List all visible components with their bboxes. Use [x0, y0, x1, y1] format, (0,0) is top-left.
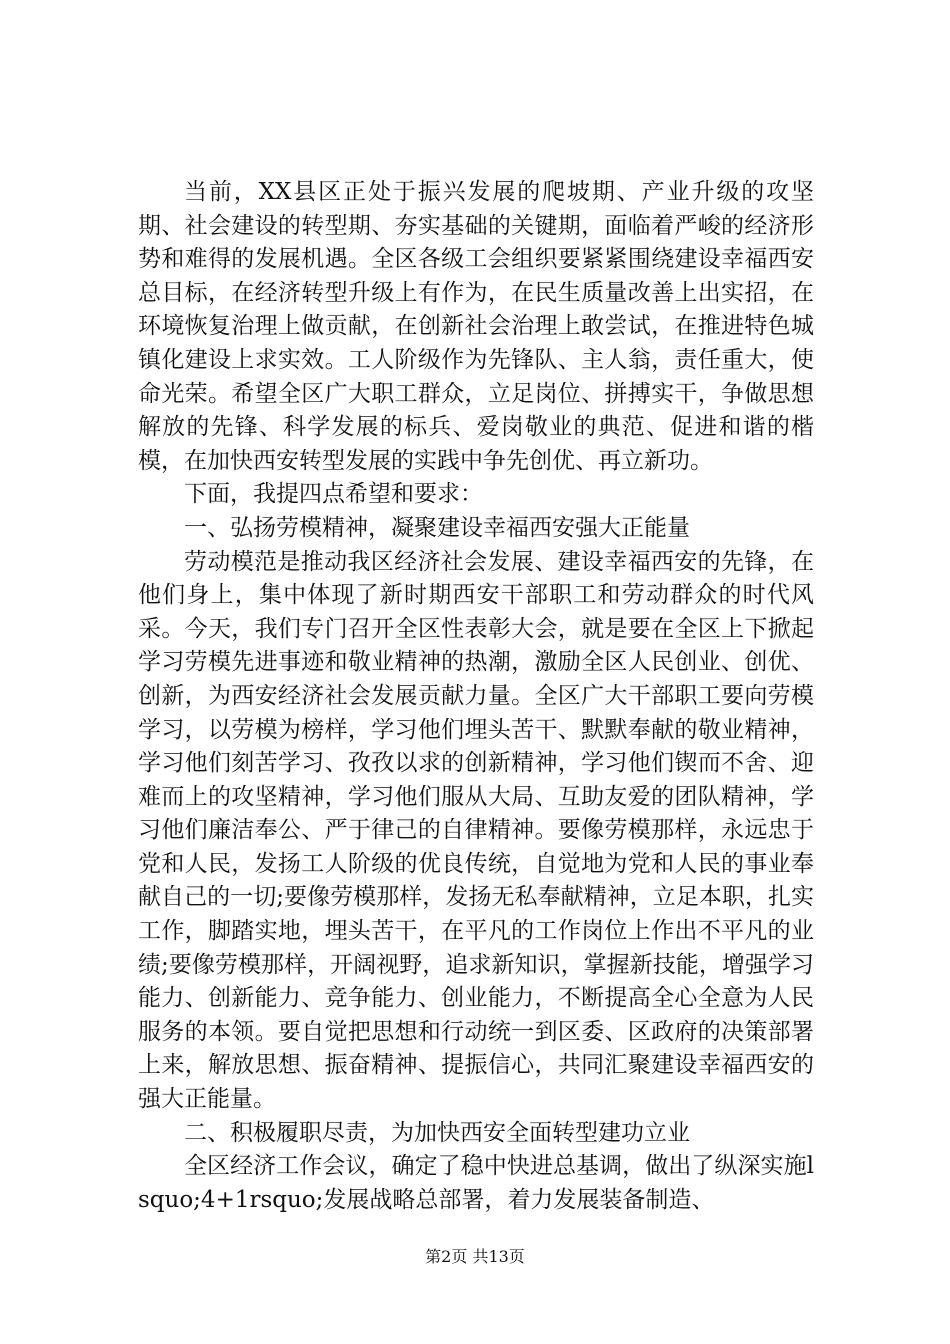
section-heading-one: 一、弘扬劳模精神，凝聚建设幸福西安强大正能量: [184, 514, 690, 541]
document-body: [138, 176, 814, 1217]
paragraph-intro: 当前，XX县区正处于振兴发展的爬坡期、产业升级的攻坚期、社会建设的转型期、夯实基础的关键期，面临着严峻的经济形势和难得的发展机遇。全区各级工会组织要紧紧围绕建设幸福西安总目标，在经济转型升级上有作为，在民生质量改善上出实招，在环境恢复治理上做贡献，在创新社会治理上敢尝试，在推进特色城镇化建设上求实效。工人阶级作为先锋队、主人翁，责任重大，使命光荣。希望全区广大职工群众，立足岗位、拼搏实干，争做思想解放的先锋、科学发展的标兵、爱岗敬业的典范、促进和谐的楷模，在加快西安转型发展的实践中争先创优、再立新功。: [138, 179, 814, 474]
page-footer: 第2页 共13页: [425, 1247, 525, 1266]
paragraph-section-two: 全区经济工作会议，确定了稳中快进总基调，做出了纵深实施lsquo;4+1rsquo;发展战略总部署，着力发展装备制造、: [138, 1153, 814, 1213]
paragraph-lead-in: 下面，我提四点希望和要求：: [184, 481, 483, 508]
section-heading-two: 二、积极履职尽责，为加快西安全面转型建功立业: [184, 1119, 690, 1146]
paragraph-section-one: 劳动模范是推动我区经济社会发展、建设幸福西安的先锋，在他们身上，集中体现了新时期西安干部职工和劳动群众的时代风采。今天，我们专门召开全区性表彰大会，就是要在全区上下掀起学习劳模先进事迹和敬业精神的热潮，激励全区人民创业、创优、创新，为西安经济社会发展贡献力量。全区广大干部职工要向劳模学习，以劳模为榜样，学习他们埋头苦干、默默奉献的敬业精神，学习他们刻苦学习、孜孜以求的创新精神，学习他们锲而不舍、迎难而上的攻坚精神，学习他们服从大局、互助友爱的团队精神，学习他们廉洁奉公、严于律己的自律精神。要像劳模那样，永远忠于党和人民，发扬工人阶级的优良传统，自觉地为党和人民的事业奉献自己的一切;要像劳模那样，发扬无私奉献精神，立足本职，扎实工作，脚踏实地，埋头苦干，在平凡的工作岗位上作出不平凡的业绩;要像劳模那样，开阔视野，追求新知识，掌握新技能，增强学习能力、创新能力、竞争能力、创业能力，不断提高全心全意为人民服务的本领。要自觉把思想和行动统一到区委、区政府的决策部署上来，解放思想、振奋精神、提振信心，共同汇聚建设幸福西安的强大正能量。: [138, 548, 814, 1113]
